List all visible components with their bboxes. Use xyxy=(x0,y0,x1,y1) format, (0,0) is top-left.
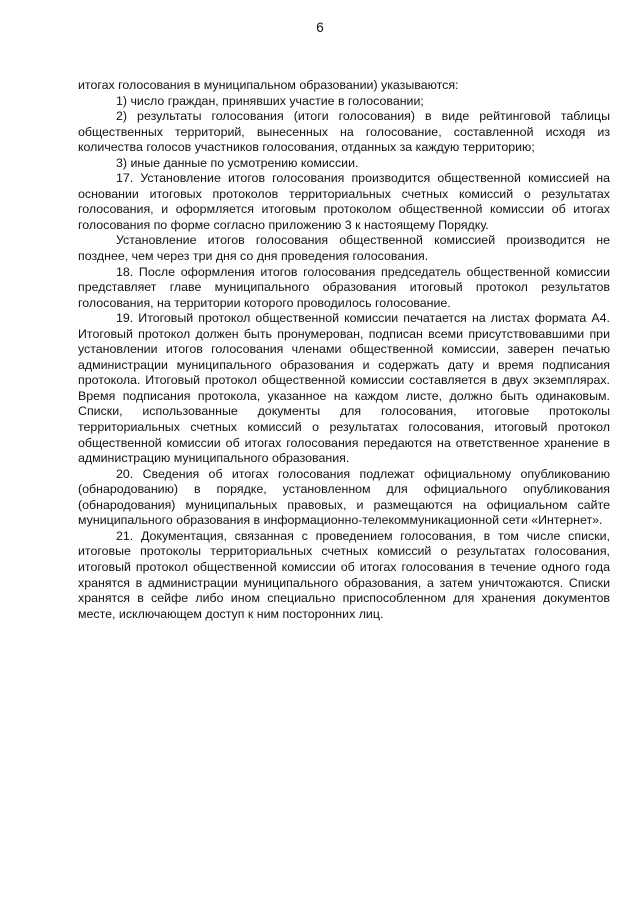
clause-18: 18. После оформления итогов голосования председатель общественной комиссии представляет главе муниципального образования итоговый протокол результатов голосования, на территории которого проводилось голосование. xyxy=(78,264,610,310)
clause-17: 17. Установление итогов голосования производится общественной комиссией на основании итоговых протоколов территориальных счетных комиссий о результатах голосования, и оформляется итоговым протоколом общественной комиссии об итогах голосования по форме согласно приложению 3 к настоящему Порядку. xyxy=(78,171,610,232)
clause-19: 19. Итоговый протокол общественной комиссии печатается на листах формата А4. Итоговый протокол должен быть пронумерован, подписан всеми присутствовавшими при установлении итогов голосования членами общественной комиссии, заверен печатью администрации муниципального образования и содержать дату и время подписания протокола. Итоговый протокол общественной комиссии составляется в двух экземплярах. Время подписания протокола, указанное на каждом листе, должно быть одинаковым. Списки, использованные документы для голосования, итоговые протоколы территориальных счетных комиссий о результатах голосования, итоговый протокол общественной комиссии об итогах голосования передаются на ответственное хранение в администрацию муниципального образования. xyxy=(78,311,610,466)
clause-21: 21. Документация, связанная с проведением голосования, в том числе списки, итоговые протоколы территориальных счетных комиссий о результатах голосования, итоговый протокол общественной комиссии об итогах голосования в течение одного года хранятся в администрации муниципального образования, а затем уничтожаются. Списки хранятся в сейфе либо ином специально приспособленном для хранения документов месте, исключающем доступ к ним посторонних лиц. xyxy=(78,528,610,621)
clause-17-note: Установление итогов голосования общественной комиссией производится не позднее, чем через три дня со дня проведения голосования. xyxy=(78,233,610,264)
clause-20: 20. Сведения об итогах голосования подлежат официальному опубликованию (обнародованию) в порядке, установленном для официального опубликования (обнародования) муниципальных правовых, и размещаются на официальном сайте муниципального образования в информационно-телекоммуникационной сети «Интернет». xyxy=(78,466,610,528)
document-body xyxy=(78,78,610,622)
paragraph-continuation: итогах голосования в муниципальном образовании) указываются: xyxy=(78,78,459,92)
list-item-3: 3) иные данные по усмотрению комиссии. xyxy=(116,155,359,170)
list-item-1: 1) число граждан, принявших участие в голосовании; xyxy=(116,93,424,108)
page-number: 6 xyxy=(316,20,324,35)
list-item-2: 2) результаты голосования (итоги голосования) в виде рейтинговой таблицы общественных территорий, вынесенных на голосование, составленной исходя из количества голосов участников голосования, отданных за каждую территорию; xyxy=(78,109,610,155)
